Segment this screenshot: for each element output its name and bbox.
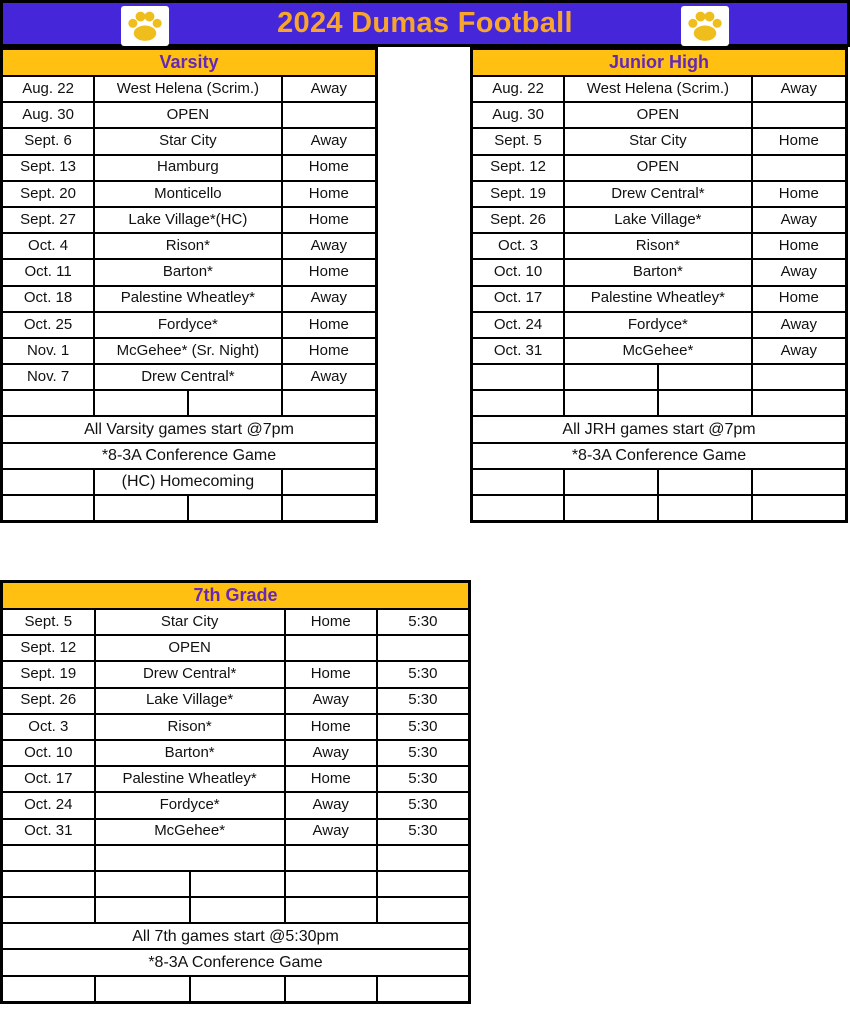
empty-cell (472, 364, 565, 390)
blank-row (472, 390, 847, 416)
empty-cell (2, 495, 95, 522)
game-opponent: West Helena (Scrim.) (94, 76, 282, 102)
table-row (2, 76, 377, 102)
section-heading: Varsity (2, 49, 377, 77)
empty-cell (377, 976, 470, 1003)
empty-cell (472, 469, 565, 495)
game-location: Home (285, 609, 377, 635)
game-location: Away (752, 338, 847, 364)
game-date: Sept. 6 (2, 128, 95, 154)
empty-cell (377, 845, 470, 871)
note-row (472, 416, 847, 442)
game-date: Sept. 5 (2, 609, 95, 635)
empty-cell (472, 495, 565, 522)
game-date: Sept. 5 (472, 128, 565, 154)
note-text: *8-3A Conference Game (2, 949, 470, 975)
empty-cell (658, 469, 752, 495)
table-row (472, 155, 847, 181)
table-row (472, 181, 847, 207)
table-row (2, 635, 470, 661)
table-row (472, 102, 847, 128)
table-header-row (2, 582, 470, 610)
blank-row (2, 897, 470, 923)
empty-cell (564, 469, 658, 495)
table-row (2, 766, 470, 792)
game-opponent: Drew Central* (564, 181, 752, 207)
game-opponent: OPEN (95, 635, 285, 661)
game-time: 5:30 (377, 688, 470, 714)
empty-cell (188, 390, 282, 416)
note-row (2, 443, 377, 469)
seventh-grade-schedule-table (0, 580, 471, 1004)
empty-cell (95, 845, 285, 871)
game-date: Sept. 12 (2, 635, 95, 661)
game-location (752, 155, 847, 181)
empty-cell (190, 897, 285, 923)
note-row (2, 949, 470, 975)
game-location: Away (752, 76, 847, 102)
note-text: All JRH games start @7pm (472, 416, 847, 442)
game-location: Home (752, 128, 847, 154)
game-location: Home (282, 155, 377, 181)
game-opponent: Palestine Wheatley* (564, 286, 752, 312)
section-heading: Junior High (472, 49, 847, 77)
blank-row (472, 469, 847, 495)
blank-row (472, 364, 847, 390)
game-time: 5:30 (377, 714, 470, 740)
empty-cell (95, 897, 190, 923)
note-text: (HC) Homecoming (94, 469, 282, 495)
note-row (2, 416, 377, 442)
game-opponent: Barton* (94, 259, 282, 285)
empty-cell (377, 897, 470, 923)
game-date: Oct. 11 (2, 259, 95, 285)
game-location: Home (282, 181, 377, 207)
game-location: Home (752, 286, 847, 312)
table-row (472, 338, 847, 364)
game-date: Oct. 31 (472, 338, 565, 364)
note-row (472, 443, 847, 469)
empty-cell (752, 364, 847, 390)
game-date: Oct. 4 (2, 233, 95, 259)
note-text: *8-3A Conference Game (472, 443, 847, 469)
game-time: 5:30 (377, 740, 470, 766)
empty-cell (2, 845, 95, 871)
game-date: Sept. 19 (2, 661, 95, 687)
game-location: Away (282, 364, 377, 390)
game-date: Oct. 18 (2, 286, 95, 312)
game-date: Sept. 26 (2, 688, 95, 714)
game-location: Away (282, 286, 377, 312)
game-date: Sept. 19 (472, 181, 565, 207)
game-date: Oct. 10 (2, 740, 95, 766)
game-location: Away (285, 740, 377, 766)
game-date: Sept. 13 (2, 155, 95, 181)
game-time: 5:30 (377, 792, 470, 818)
blank-row (2, 390, 377, 416)
empty-cell (752, 390, 847, 416)
table-row (2, 155, 377, 181)
empty-cell (190, 976, 285, 1003)
game-date: Aug. 30 (2, 102, 95, 128)
game-time: 5:30 (377, 766, 470, 792)
game-location (752, 102, 847, 128)
game-opponent: Rison* (564, 233, 752, 259)
game-location: Home (282, 259, 377, 285)
game-date: Aug. 30 (472, 102, 565, 128)
game-opponent: Lake Village*(HC) (94, 207, 282, 233)
empty-cell (564, 390, 658, 416)
empty-cell (95, 871, 190, 897)
game-location: Away (282, 128, 377, 154)
table-row (2, 661, 470, 687)
game-opponent: Star City (94, 128, 282, 154)
empty-cell (752, 469, 847, 495)
page-title: 2024 Dumas Football (277, 7, 573, 39)
game-date: Oct. 24 (472, 312, 565, 338)
table-header-row (2, 49, 377, 77)
game-date: Nov. 7 (2, 364, 95, 390)
empty-cell (94, 495, 188, 522)
empty-cell (285, 897, 377, 923)
table-header-row (472, 49, 847, 77)
empty-cell (658, 390, 752, 416)
game-location: Away (285, 688, 377, 714)
game-opponent: Star City (564, 128, 752, 154)
game-location: Home (282, 312, 377, 338)
game-opponent: Drew Central* (94, 364, 282, 390)
game-date: Sept. 12 (472, 155, 565, 181)
empty-cell (2, 390, 95, 416)
empty-cell (94, 390, 188, 416)
game-opponent: Rison* (95, 714, 285, 740)
table-row (2, 714, 470, 740)
table-row (2, 181, 377, 207)
table-row (472, 286, 847, 312)
game-time: 5:30 (377, 661, 470, 687)
empty-cell (285, 871, 377, 897)
game-opponent: Star City (95, 609, 285, 635)
game-location: Away (285, 792, 377, 818)
empty-cell (2, 976, 95, 1003)
empty-cell (2, 469, 95, 495)
empty-cell (188, 495, 282, 522)
game-opponent: McGehee* (Sr. Night) (94, 338, 282, 364)
table-row (472, 312, 847, 338)
game-location: Home (282, 207, 377, 233)
game-date: Sept. 26 (472, 207, 565, 233)
table-row (2, 233, 377, 259)
game-location: Home (752, 233, 847, 259)
table-row (472, 233, 847, 259)
game-opponent: Drew Central* (95, 661, 285, 687)
table-row (2, 102, 377, 128)
game-location (282, 102, 377, 128)
table-row (2, 286, 377, 312)
game-location: Away (752, 312, 847, 338)
game-location: Home (752, 181, 847, 207)
game-opponent: Rison* (94, 233, 282, 259)
paw-icon (121, 6, 169, 46)
blank-row (2, 845, 470, 871)
game-date: Aug. 22 (472, 76, 565, 102)
paw-icon (681, 6, 729, 46)
game-date: Nov. 1 (2, 338, 95, 364)
game-location: Away (282, 76, 377, 102)
empty-cell (282, 495, 377, 522)
empty-cell (190, 871, 285, 897)
game-location: Home (285, 661, 377, 687)
table-row (2, 207, 377, 233)
empty-cell (472, 390, 565, 416)
game-location: Away (752, 259, 847, 285)
table-row (472, 207, 847, 233)
title-banner (0, 0, 850, 47)
empty-cell (377, 871, 470, 897)
table-row (2, 819, 470, 845)
game-date: Oct. 10 (472, 259, 565, 285)
empty-cell (658, 364, 752, 390)
table-row (472, 128, 847, 154)
game-opponent: Barton* (95, 740, 285, 766)
table-row (2, 128, 377, 154)
note-text: *8-3A Conference Game (2, 443, 377, 469)
game-time: 5:30 (377, 609, 470, 635)
table-row (2, 609, 470, 635)
empty-cell (564, 495, 658, 522)
game-location: Home (282, 338, 377, 364)
table-row (2, 792, 470, 818)
table-row (472, 259, 847, 285)
game-opponent: Lake Village* (564, 207, 752, 233)
empty-cell (2, 871, 95, 897)
game-date: Sept. 27 (2, 207, 95, 233)
game-location (285, 635, 377, 661)
game-opponent: OPEN (564, 102, 752, 128)
game-opponent: Monticello (94, 181, 282, 207)
blank-row (472, 495, 847, 522)
game-opponent: West Helena (Scrim.) (564, 76, 752, 102)
table-row (2, 312, 377, 338)
game-opponent: Fordyce* (94, 312, 282, 338)
game-opponent: Fordyce* (564, 312, 752, 338)
game-opponent: Lake Village* (95, 688, 285, 714)
empty-cell (282, 469, 377, 495)
varsity-schedule-table (0, 47, 378, 523)
game-location: Home (285, 766, 377, 792)
game-time (377, 635, 470, 661)
section-heading: 7th Grade (2, 582, 470, 610)
game-date: Oct. 17 (472, 286, 565, 312)
game-time: 5:30 (377, 819, 470, 845)
note-text: All Varsity games start @7pm (2, 416, 377, 442)
game-opponent: OPEN (564, 155, 752, 181)
game-date: Oct. 3 (2, 714, 95, 740)
blank-row (2, 495, 377, 522)
table-row (2, 688, 470, 714)
game-date: Oct. 24 (2, 792, 95, 818)
game-location: Away (282, 233, 377, 259)
game-opponent: Palestine Wheatley* (94, 286, 282, 312)
table-row (2, 364, 377, 390)
table-row (2, 259, 377, 285)
game-date: Oct. 25 (2, 312, 95, 338)
game-opponent: Hamburg (94, 155, 282, 181)
table-row (472, 76, 847, 102)
empty-cell (285, 845, 377, 871)
empty-cell (282, 390, 377, 416)
game-date: Sept. 20 (2, 181, 95, 207)
game-date: Oct. 3 (472, 233, 565, 259)
game-opponent: Fordyce* (95, 792, 285, 818)
game-location: Home (285, 714, 377, 740)
empty-cell (285, 976, 377, 1003)
blank-row (2, 871, 470, 897)
note-row (2, 469, 377, 495)
game-date: Oct. 31 (2, 819, 95, 845)
junior-high-schedule-table (470, 47, 848, 523)
empty-cell (752, 495, 847, 522)
game-opponent: McGehee* (95, 819, 285, 845)
game-opponent: McGehee* (564, 338, 752, 364)
game-opponent: OPEN (94, 102, 282, 128)
game-date: Aug. 22 (2, 76, 95, 102)
table-row (2, 740, 470, 766)
game-location: Away (285, 819, 377, 845)
note-text: All 7th games start @5:30pm (2, 923, 470, 949)
note-row (2, 923, 470, 949)
game-date: Oct. 17 (2, 766, 95, 792)
empty-cell (2, 897, 95, 923)
empty-cell (658, 495, 752, 522)
game-location: Away (752, 207, 847, 233)
empty-cell (95, 976, 190, 1003)
blank-row (2, 976, 470, 1003)
empty-cell (564, 364, 658, 390)
game-opponent: Palestine Wheatley* (95, 766, 285, 792)
game-opponent: Barton* (564, 259, 752, 285)
table-row (2, 338, 377, 364)
